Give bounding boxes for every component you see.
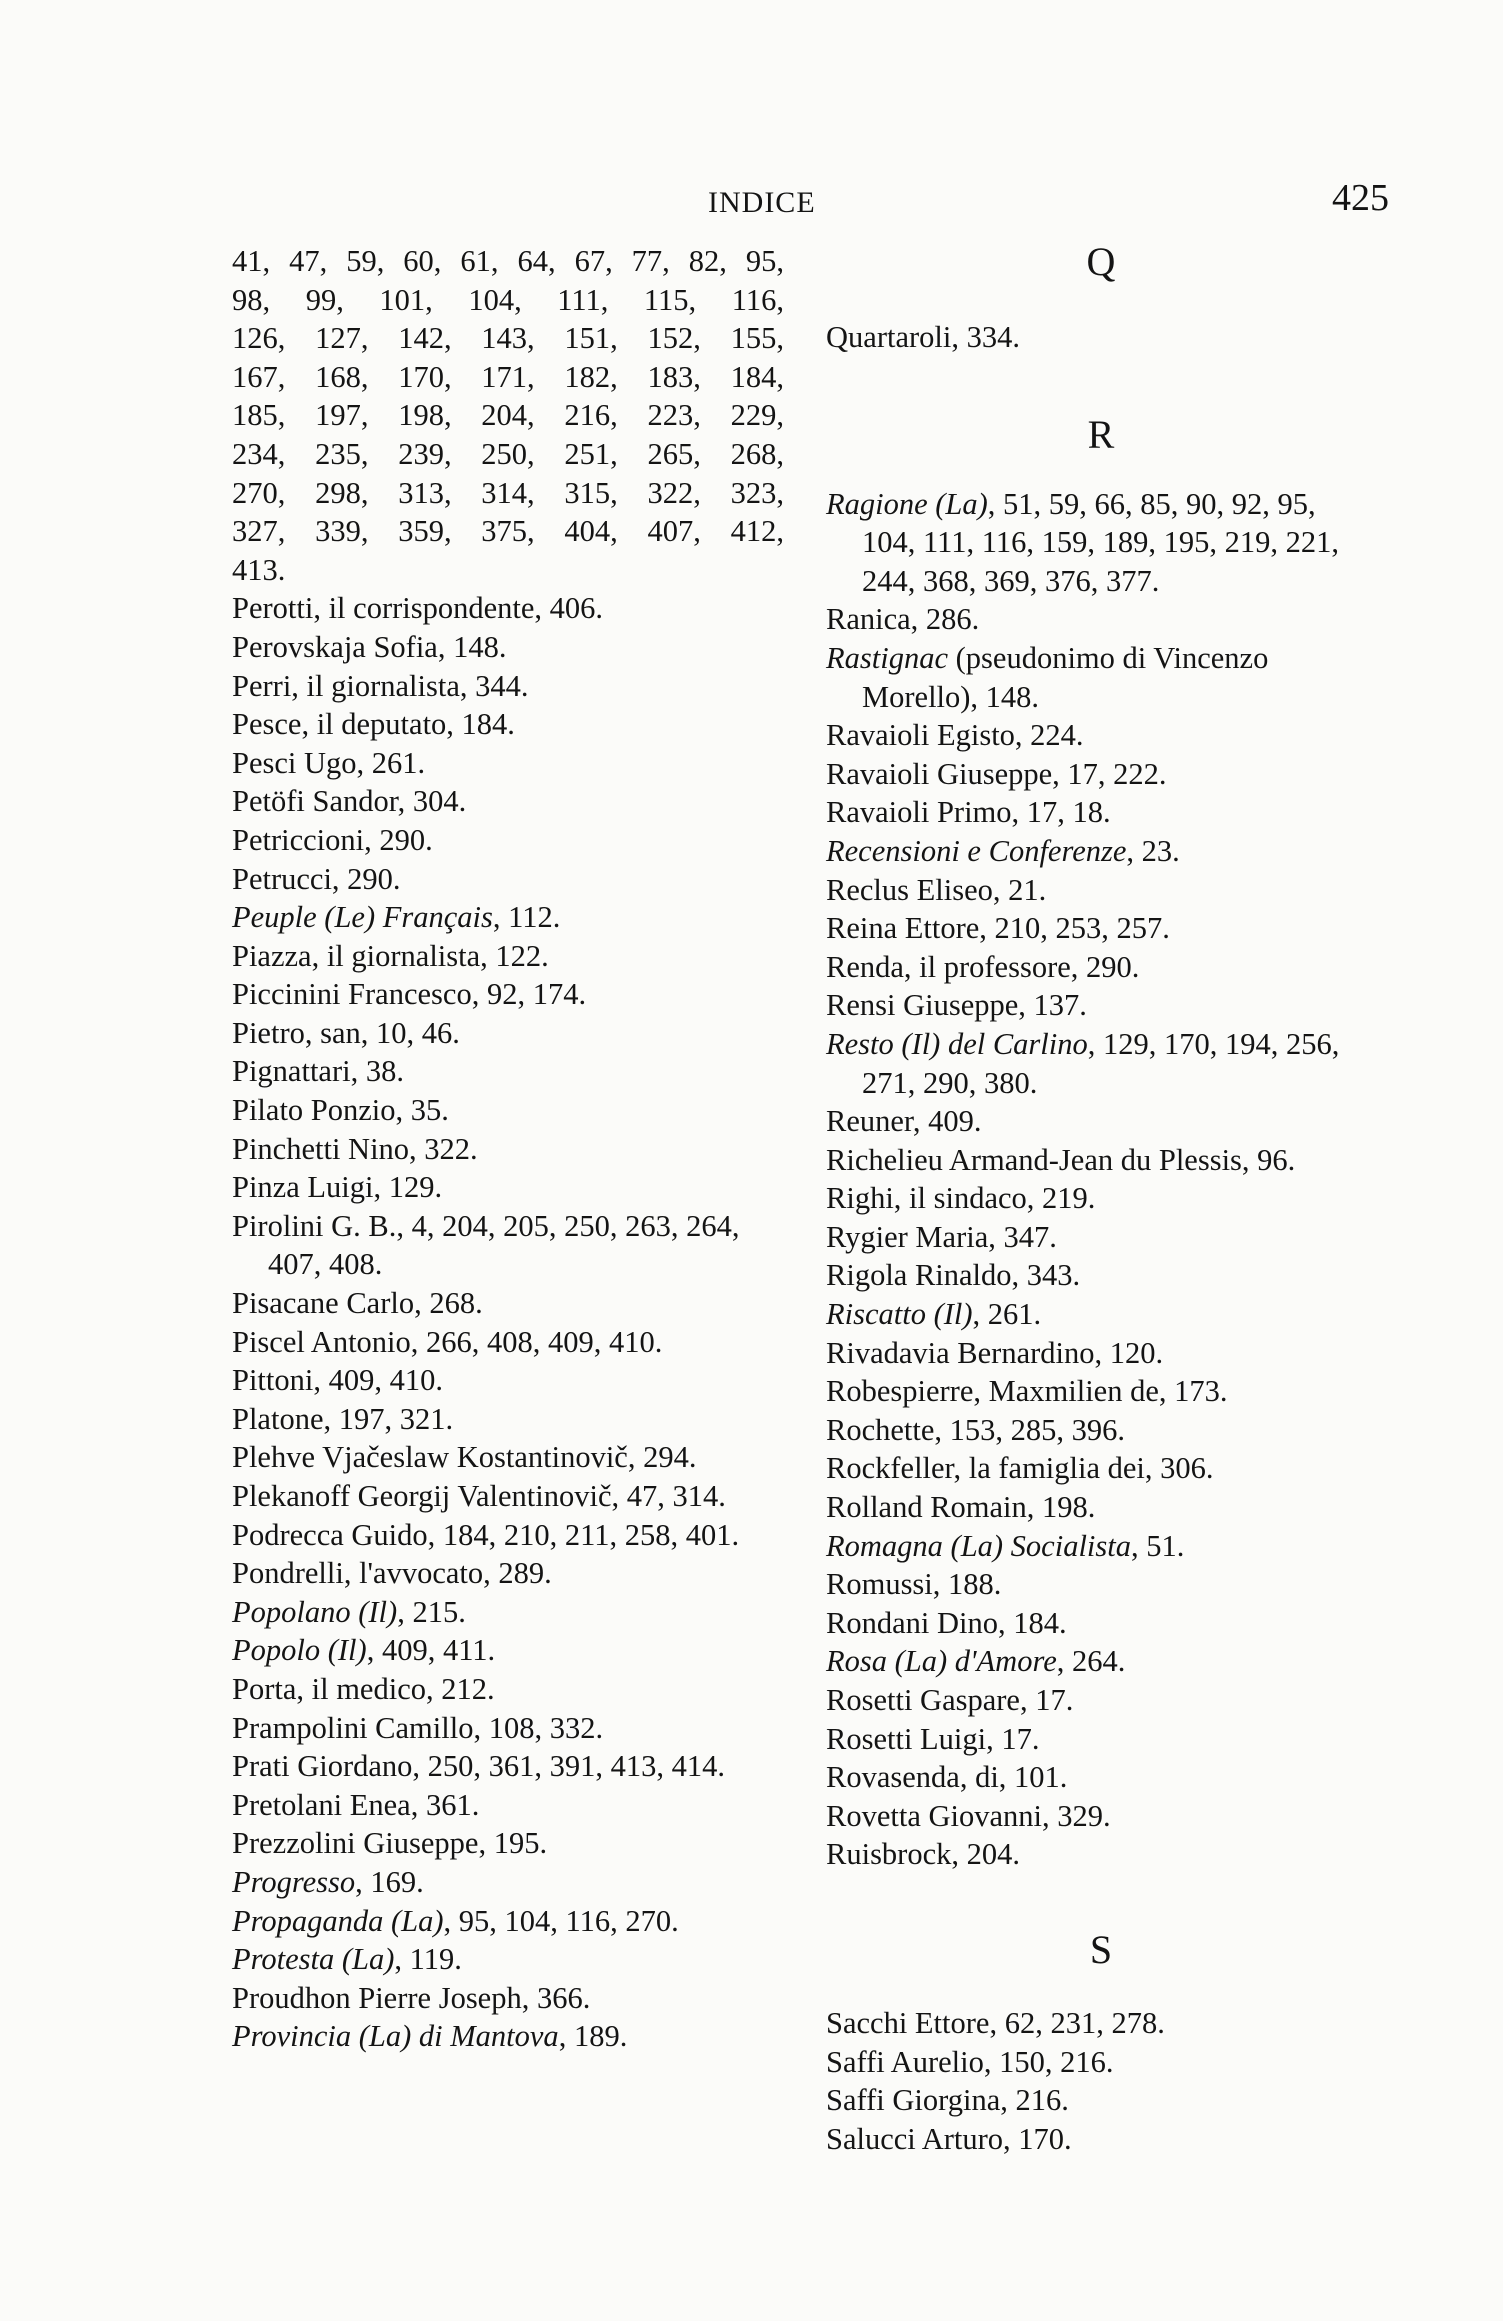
entry-text: Pesci Ugo, 261. [232,745,426,780]
continuation-line: 41, 47, 59, 60, 61, 64, 67, 77, 82, 95, [232,244,784,278]
entry-text: Richelieu Armand-Jean du Plessis, 96. [826,1142,1296,1177]
index-entry [826,639,1376,716]
index-entry [232,1747,784,1786]
index-entry [826,1527,1376,1566]
index-entry [232,744,784,783]
continuation-line: 167, 168, 170, 171, 182, 183, 184, [232,359,784,394]
continuation-line: 98, 99, 101, 104, 111, 115, 116, [232,282,784,317]
entry-text: Prampolini Camillo, 108, 332. [232,1710,604,1745]
entry-text: Ravaioli Primo, 17, 18. [826,795,1111,830]
page-number: 425 [1332,177,1389,219]
continuation-line: 185, 197, 198, 204, 216, 223, 229, [232,398,784,433]
index-entry [232,1593,784,1632]
index-entry [826,600,1376,639]
entry-title-italic: Ragione (La) [826,486,988,521]
index-entry [826,1488,1376,1527]
entry-text: Rockfeller, la famiglia dei, 306. [826,1451,1214,1486]
index-entry [826,1372,1376,1411]
entry-text: Ruisbrock, 204. [826,1837,1021,1872]
section-q-entries [826,318,1376,357]
index-entry [232,1979,784,2018]
index-entry [232,1631,784,1670]
entry-text: , 215. [397,1594,466,1629]
index-entry [232,1323,784,1362]
index-entry [826,2004,1376,2043]
index-entry [826,1565,1376,1604]
entry-text: Pignattari, 38. [232,1054,404,1089]
entry-text: Prati Giordano, 250, 361, 391, 413, 414. [232,1749,726,1784]
entry-text: Rygier Maria, 347. [826,1219,1057,1254]
section-r-entries [826,485,1376,1874]
running-head [0,176,1503,226]
entry-title-italic: Progresso [232,1864,356,1899]
index-entry [826,318,1376,357]
index-entry [826,1295,1376,1334]
entry-text: Prezzolini Giuseppe, 195. [232,1826,548,1861]
entry-text: Piazza, il giornalista, 122. [232,938,549,973]
entry-title-italic: Protesta (La) [232,1942,395,1977]
entry-text: Plehve Vjačeslaw Kostantinovič, 294. [232,1440,697,1475]
entry-text: Piccinini Francesco, 92, 174. [232,977,587,1012]
entry-text: Robespierre, Maxmilien de, 173. [826,1374,1228,1409]
index-entry [826,793,1376,832]
index-entry [826,948,1376,987]
index-entry [232,628,784,667]
entry-text: Podrecca Guido, 184, 210, 211, 258, 401. [232,1517,740,1552]
entry-text: Porta, il medico, 212. [232,1671,495,1706]
right-column [826,239,1376,2158]
continuation-line: 327, 339, 359, 375, 404, 407, 412, [232,514,784,549]
entry-title-italic: Peuple (Le) Français [232,900,493,935]
index-entry [232,1052,784,1091]
index-entry [232,589,784,628]
entry-text: Perovskaja Sofia, 148. [232,629,507,664]
entry-text: Pisacane Carlo, 268. [232,1286,483,1321]
entry-text: Pesce, il deputato, 184. [232,707,515,742]
index-entry [826,2120,1376,2159]
running-head-title: INDICE [708,186,816,219]
index-entry [826,1681,1376,1720]
entry-text: Rovasenda, di, 101. [826,1760,1068,1795]
continuation-line: 413. [232,552,286,587]
section-letter-s: S [1089,1926,1113,1972]
entry-text: Rochette, 153, 285, 396. [826,1412,1126,1447]
entry-text: Saffi Aurelio, 150, 216. [826,2044,1114,2079]
entry-text: , 51. [1131,1528,1185,1563]
entry-text: Righi, il sindaco, 219. [826,1181,1096,1216]
index-entry [232,1709,784,1748]
entry-text: Pinchetti Nino, 322. [232,1131,478,1166]
index-entry [232,1786,784,1825]
index-entry [826,1835,1376,1874]
entry-text: Petöfi Sandor, 304. [232,784,467,819]
entry-text: , 169. [355,1864,424,1899]
entry-text: Reina Ettore, 210, 253, 257. [826,911,1170,946]
entry-text: Ranica, 286. [826,602,980,637]
entry-title-italic: Popolano (Il) [232,1594,398,1629]
index-entry [232,1091,784,1130]
index-entry [232,1014,784,1053]
index-entry [826,1256,1376,1295]
entry-text: Rosetti Gaspare, 17. [826,1683,1074,1717]
entry-text: Pittoni, 409, 410. [232,1363,443,1398]
index-entry [826,1720,1376,1759]
entry-text: Rivadavia Bernardino, 120. [826,1335,1164,1370]
entry-text: Perotti, il corrispondente, 406. [232,591,604,626]
index-entry [232,975,784,1014]
entry-text: Plekanoff Georgij Valentinovič, 47, 314. [232,1479,726,1513]
index-entry [232,1438,784,1477]
entry-text: Salucci Arturo, 170. [826,2121,1072,2156]
entry-text: Rolland Romain, 198. [826,1490,1096,1525]
index-entry [232,1361,784,1400]
entry-title-italic: Resto (Il) del Carlino [826,1026,1088,1061]
index-entry [232,1168,784,1207]
entry-text: Petrucci, 290. [232,861,401,896]
entry-text: Reclus Eliseo, 21. [826,872,1047,907]
index-entry [826,1758,1376,1797]
entry-text: Sacchi Ettore, 62, 231, 278. [826,2005,1165,2040]
entry-title-italic: Romagna (La) Socialista [826,1528,1131,1563]
index-entry [232,1477,784,1516]
entry-text: Platone, 197, 321. [232,1401,454,1436]
continuation-line: 270, 298, 313, 314, 315, 322, 323, [232,475,784,510]
index-entry [826,1102,1376,1141]
entry-text: Rovetta Giovanni, 329. [826,1798,1111,1833]
index-entry [232,1554,784,1593]
section-letter-r: R [1087,411,1115,457]
entry-text: Ravaioli Giuseppe, 17, 222. [826,756,1167,791]
entry-text: , 189. [558,2019,628,2054]
entry-text: Pilato Ponzio, 35. [232,1093,449,1128]
index-entry [232,1670,784,1709]
index-entry [232,821,784,860]
entry-text: Rigola Rinaldo, 343. [826,1258,1081,1293]
index-entry [232,1863,784,1902]
index-entry [232,667,784,706]
index-entry [232,1400,784,1439]
entry-text: , 129, 170, 194, 256, 271, 290, 380. [862,1026,1340,1100]
index-entry [826,2081,1376,2120]
index-entry [232,1207,784,1284]
index-entry [826,909,1376,948]
entry-text: , 23. [1126,833,1180,868]
index-entry [826,1179,1376,1218]
entry-title-italic: Propaganda (La) [232,1903,444,1938]
entry-title-italic: Provincia (La) di Mantova [232,2019,559,2054]
index-entry [826,871,1376,910]
entry-text: Petriccioni, 290. [232,822,433,857]
index-entry [826,1025,1376,1102]
entry-title-italic: Rastignac [826,640,948,675]
index-entry [826,1334,1376,1373]
index-entry [232,705,784,744]
entry-text: Rosetti Luigi, 17. [826,1721,1040,1756]
index-entry [232,1902,784,1941]
entry-text: Renda, il professore, 290. [826,949,1140,984]
index-entry [232,860,784,899]
entry-text: Proudhon Pierre Joseph, 366. [232,1980,591,2015]
entry-text: Pinza Luigi, 129. [232,1170,443,1205]
entry-text: Reuner, 409. [826,1104,982,1139]
index-entry [232,1940,784,1979]
index-entry [826,485,1376,601]
entry-text: (pseudonimo di Vincenzo Morello), 148. [862,640,1269,714]
entry-title-italic: Rosa (La) d'Amore [826,1644,1057,1679]
continuation-page-references [232,242,784,589]
index-entry [232,1130,784,1169]
entry-text: Rensi Giuseppe, 137. [826,988,1087,1023]
entry-text: , 119. [394,1942,462,1977]
index-entry [826,1141,1376,1180]
index-entry [232,2017,784,2056]
entry-text: , 95, 104, 116, 270. [443,1903,679,1938]
index-entry [826,986,1376,1025]
index-entry [232,937,784,976]
index-entry [232,782,784,821]
entry-text: , 112. [492,900,561,935]
index-entry [826,755,1376,794]
section-letter-q: Q [1086,239,1116,284]
entry-text: , 261. [972,1297,1042,1332]
entry-title-italic: Riscatto (Il) [826,1297,973,1332]
index-entry [826,832,1376,871]
index-entry [826,1218,1376,1257]
continuation-line: 126, 127, 142, 143, 151, 152, 155, [232,321,784,356]
index-entry [232,1824,784,1863]
index-entry [826,1449,1376,1488]
entry-text: Quartaroli, 334. [826,320,1020,354]
entry-text: Piscel Antonio, 266, 408, 409, 410. [232,1324,663,1359]
index-entry [826,716,1376,755]
index-entry [826,1604,1376,1643]
section-s-entries [826,2004,1376,2158]
entry-text: Pondrelli, l'avvocato, 289. [232,1556,552,1591]
entry-text: , 409, 411. [366,1633,496,1668]
continuation-line: 234, 235, 239, 250, 251, 265, 268, [232,436,784,471]
entry-text: Rondani Dino, 184. [826,1605,1067,1640]
entry-text: , 264. [1056,1644,1126,1679]
entry-text: Ravaioli Egisto, 224. [826,718,1084,753]
entry-text: , 51, 59, 66, 85, 90, 92, 95, 104, 111, 116, 159, 189, 195, 219, 221, 244, 368, 369, 376, 377. [862,486,1339,598]
index-entry [826,1411,1376,1450]
left-entry-list [232,589,784,2056]
entry-text: Saffi Giorgina, 216. [826,2083,1069,2118]
entry-text: Pirolini G. B., 4, 204, 205, 250, 263, 264, 407, 408. [232,1208,740,1282]
index-entry [826,1642,1376,1681]
index-entry [232,898,784,937]
entry-text: Perri, il giornalista, 344. [232,668,529,703]
index-entry [232,1284,784,1323]
entry-text: Pietro, san, 10, 46. [232,1015,460,1050]
entry-text: Romussi, 188. [826,1567,1002,1602]
entry-text: Pretolani Enea, 361. [232,1787,480,1822]
index-entry [232,1516,784,1555]
left-column [232,242,784,2056]
entry-title-italic: Popolo (Il) [232,1633,367,1668]
index-entry [826,1797,1376,1836]
index-entry [826,2043,1376,2082]
entry-title-italic: Recensioni e Conferenze [826,833,1127,868]
